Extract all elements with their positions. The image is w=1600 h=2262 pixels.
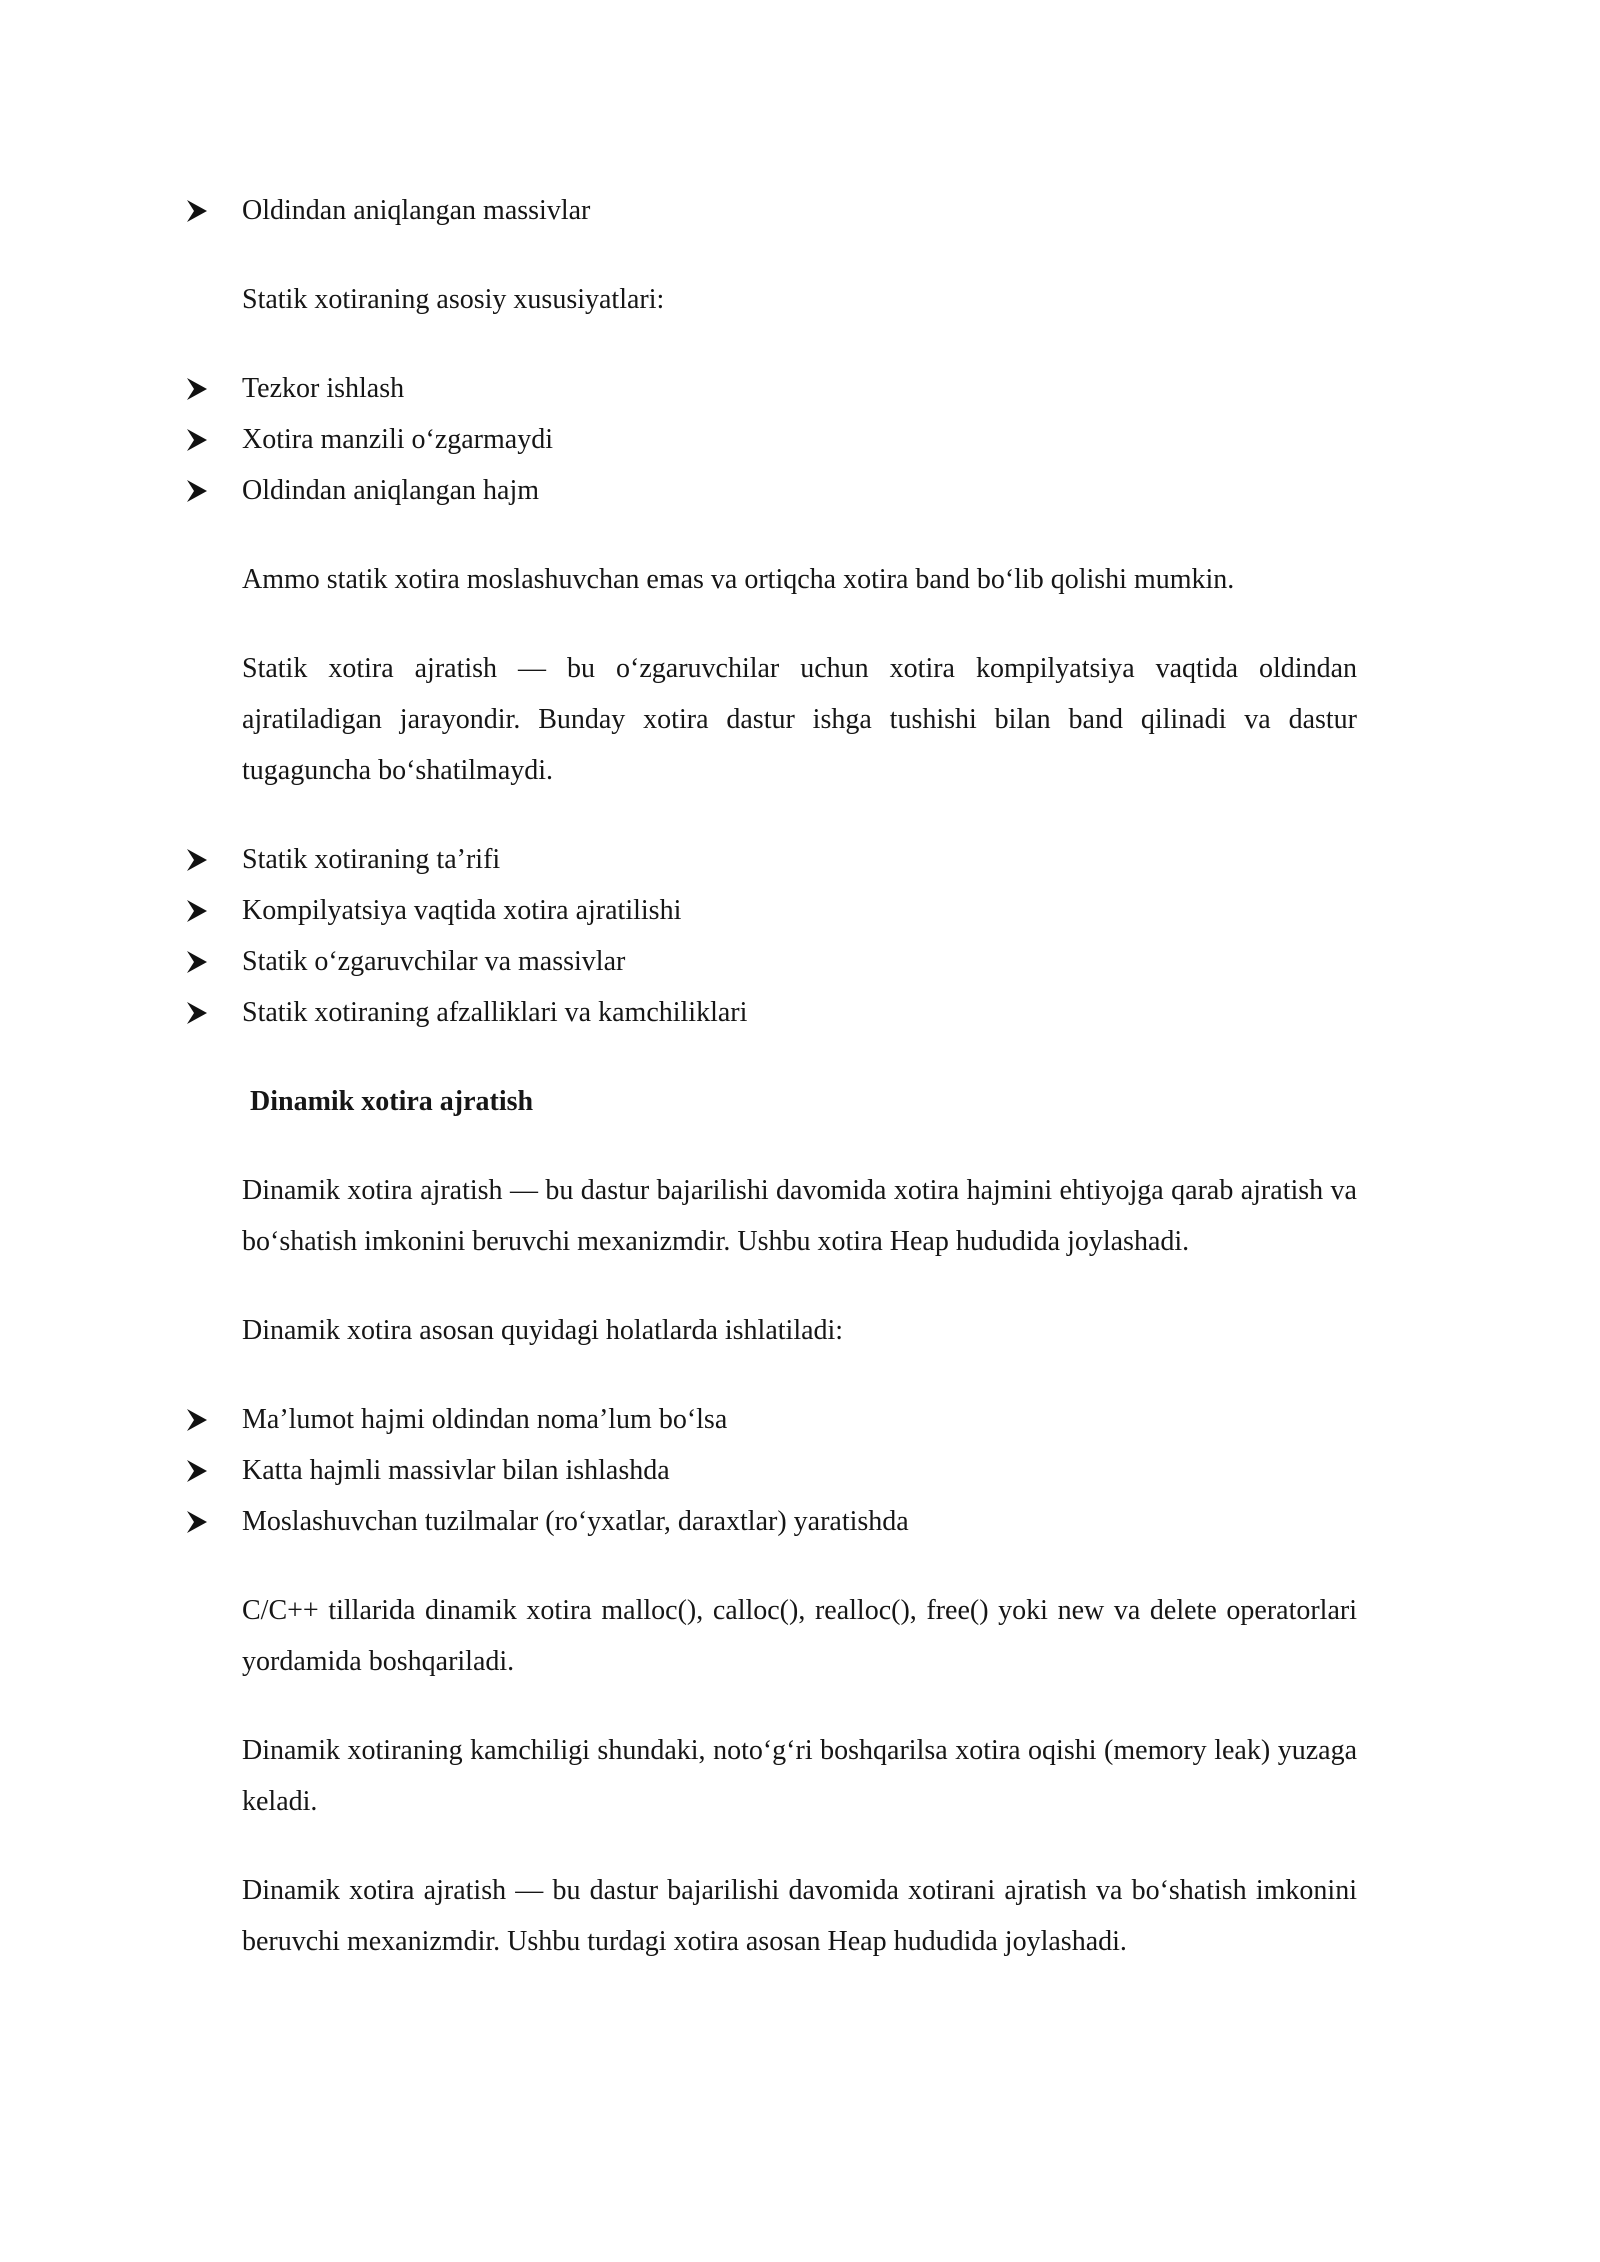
spacer	[0, 516, 1600, 554]
spacer	[0, 796, 1600, 834]
list-item-text: Statik o‘zgaruvchilar va massivlar	[242, 946, 626, 977]
list-predefined-arrays	[0, 185, 1600, 236]
list-item	[0, 185, 1600, 236]
list-item-text: Oldindan aniqlangan hajm	[242, 475, 540, 506]
arrow-bullet-icon	[184, 987, 210, 1038]
arrow-bullet-icon	[184, 1394, 210, 1445]
section-heading-dynamic: Dinamik xotira ajratish	[250, 1086, 534, 1117]
arrow-bullet-icon	[184, 834, 210, 885]
list-item-text: Moslashuvchan tuzilmalar (ro‘yxatlar, daraxtlar) yaratishda	[242, 1506, 909, 1537]
list-item	[0, 987, 1600, 1038]
arrow-bullet-icon	[184, 414, 210, 465]
paragraph-static-drawback: Ammo statik xotira moslashuvchan emas va ortiqcha xotira band bo‘lib qolishi mumkin.	[242, 564, 1235, 595]
paragraph-dynamic-functions: C/C++ tillarida dinamik xotira malloc(), calloc(), realloc(), free() yoki new va delete operatorlari yordamida boshqariladi.	[242, 1595, 1357, 1677]
paragraph-static-features-intro: Statik xotiraning asosiy xususiyatlari:	[242, 284, 665, 315]
list-dynamic-usage	[0, 1394, 1600, 1547]
paragraph-static-definition: Statik xotira ajratish — bu o‘zgaruvchilar uchun xotira kompilyatsiya vaqtida oldindan ajratiladigan jarayondir. Bunday xotira dastur ishga tushishi bilan band qilinadi va dastur tugaguncha bo‘shatilmaydi.	[242, 653, 1357, 786]
arrow-bullet-icon	[184, 885, 210, 936]
list-item-text: Katta hajmli massivlar bilan ishlashda	[242, 1455, 670, 1486]
arrow-bullet-icon	[184, 1496, 210, 1547]
list-item	[0, 363, 1600, 414]
spacer	[0, 325, 1600, 363]
paragraph-dynamic-definition: Dinamik xotira ajratish — bu dastur bajarilishi davomida xotira hajmini ehtiyojga qarab ajratish va bo‘shatish imkonini beruvchi mexanizmdir. Ushbu xotira Heap hududida joylashadi.	[242, 1175, 1357, 1257]
list-static-topics	[0, 834, 1600, 1038]
spacer	[0, 1267, 1600, 1305]
list-item-text: Ma’lumot hajmi oldindan noma’lum bo‘lsa	[242, 1404, 728, 1435]
arrow-bullet-icon	[184, 936, 210, 987]
spacer	[0, 1038, 1600, 1076]
list-item-text: Statik xotiraning ta’rifi	[242, 844, 501, 875]
list-item	[0, 1445, 1600, 1496]
document-body	[0, 185, 1600, 1967]
list-item-text: Kompilyatsiya vaqtida xotira ajratilishi	[242, 895, 682, 926]
spacer	[0, 1547, 1600, 1585]
list-item-text: Xotira manzili o‘zgarmaydi	[242, 424, 553, 455]
list-item	[0, 414, 1600, 465]
list-item	[0, 834, 1600, 885]
spacer	[0, 1127, 1600, 1165]
arrow-bullet-icon	[184, 1445, 210, 1496]
arrow-bullet-icon	[184, 465, 210, 516]
list-item	[0, 1394, 1600, 1445]
list-item-text: Tezkor ishlash	[242, 373, 405, 404]
paragraph-dynamic-usage-intro: Dinamik xotira asosan quyidagi holatlarda ishlatiladi:	[242, 1315, 844, 1346]
list-item-text: Oldindan aniqlangan massivlar	[242, 195, 591, 226]
arrow-bullet-icon	[184, 363, 210, 414]
arrow-bullet-icon	[184, 185, 210, 236]
list-item	[0, 465, 1600, 516]
list-item	[0, 936, 1600, 987]
list-item-text: Statik xotiraning afzalliklari va kamchiliklari	[242, 997, 748, 1028]
spacer	[0, 605, 1600, 643]
spacer	[0, 1827, 1600, 1865]
spacer	[0, 1356, 1600, 1394]
paragraph-dynamic-drawback: Dinamik xotiraning kamchiligi shundaki, noto‘g‘ri boshqarilsa xotira oqishi (memory leak) yuzaga keladi.	[242, 1735, 1357, 1817]
paragraph-dynamic-summary: Dinamik xotira ajratish — bu dastur bajarilishi davomida xotirani ajratish va bo‘shatish imkonini beruvchi mexanizmdir. Ushbu turdagi xotira asosan Heap hududida joylashadi.	[242, 1875, 1357, 1957]
list-item	[0, 1496, 1600, 1547]
spacer	[0, 236, 1600, 274]
list-item	[0, 885, 1600, 936]
spacer	[0, 1687, 1600, 1725]
list-static-features	[0, 363, 1600, 516]
